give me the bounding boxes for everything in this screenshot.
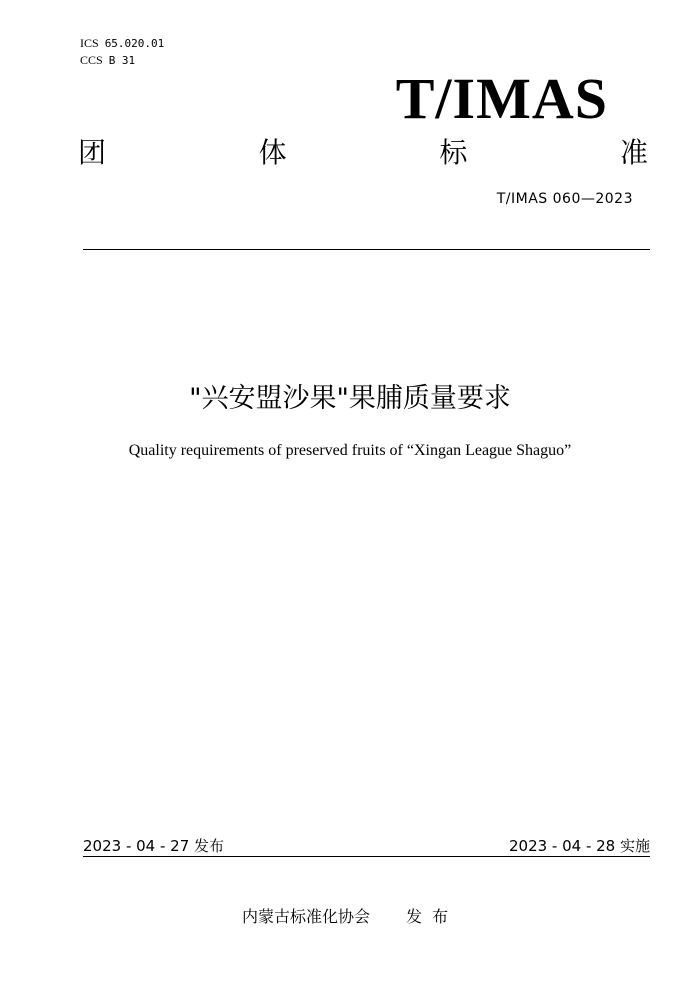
ccs-line — [80, 52, 164, 69]
ics-label: ICS — [80, 36, 99, 50]
standard-type-char: 标 — [439, 136, 468, 169]
title-chinese: "兴安盟沙果"果脯质量要求 — [189, 383, 511, 414]
implementation-date: 2023 - 04 - 28 实施 — [508, 837, 650, 855]
standard-number: T/IMAS 060—2023 — [496, 191, 633, 207]
publisher-org: 内蒙古标准化协会 — [241, 907, 370, 926]
standard-type-char: 体 — [258, 136, 287, 169]
ccs-code: B 31 — [108, 54, 136, 67]
publisher-line — [0, 904, 700, 927]
publisher-verb: 发布 — [406, 907, 459, 926]
issue-date: 2023 - 04 - 27 发布 — [83, 837, 225, 855]
standard-type-heading — [78, 136, 648, 170]
header-divider — [83, 249, 650, 250]
ics-code: 65.020.01 — [104, 37, 165, 50]
standard-type-char: 准 — [619, 136, 648, 169]
title-english: Quality requirements of preserved fruits of “Xingan League Shaguo” — [128, 442, 572, 459]
standard-type-char: 团 — [78, 136, 107, 169]
footer-divider — [83, 856, 650, 857]
ics-line — [80, 35, 164, 52]
ccs-label: CCS — [80, 53, 103, 67]
standard-logo: T/IMAS — [395, 66, 608, 131]
classification-codes — [80, 35, 164, 69]
